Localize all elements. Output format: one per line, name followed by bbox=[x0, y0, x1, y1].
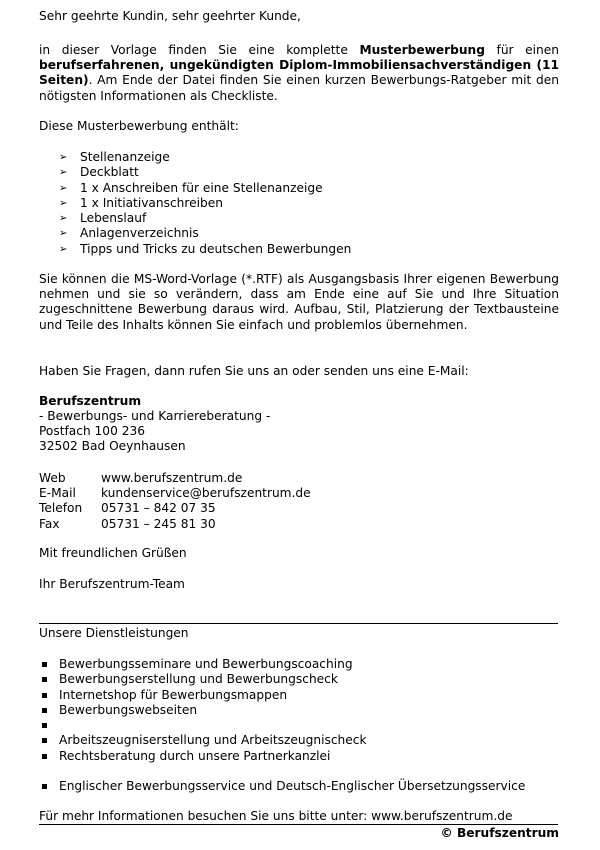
arrow-bullet-icon: ➢ bbox=[59, 167, 68, 179]
company-name: Berufszentrum bbox=[39, 394, 142, 408]
contact-row bbox=[39, 517, 311, 532]
contents-item bbox=[39, 226, 351, 241]
service-item-label: Bewerbungserstellung und Bewerbungscheck bbox=[59, 672, 338, 687]
service-item bbox=[39, 749, 367, 764]
contact-label: Telefon bbox=[39, 501, 83, 516]
contents-item-label: 1 x Anschreiben für eine Stellenanzeige bbox=[80, 180, 323, 195]
square-bullet-icon bbox=[42, 662, 47, 667]
service-item-label: Englischer Bewerbungsservice und Deutsch-Englischer Übersetzungsservice bbox=[59, 779, 526, 793]
contents-item-label: Anlagenverzeichnis bbox=[80, 226, 199, 241]
service-item bbox=[39, 718, 367, 733]
intro-bold-2: berufserfahrenen, ungekündigten Diplom-Immobiliensachverständigen (11 Seiten) bbox=[39, 58, 559, 88]
arrow-bullet-icon: ➢ bbox=[59, 213, 68, 225]
copyright: © Berufszentrum bbox=[440, 826, 559, 840]
service-item-label: Bewerbungsseminare und Bewerbungscoaching bbox=[59, 657, 353, 671]
contents-item-label: Lebenslauf bbox=[80, 211, 147, 226]
contact-block bbox=[39, 471, 311, 532]
square-bullet-icon bbox=[42, 693, 47, 698]
contact-label: Web bbox=[39, 471, 66, 485]
square-bullet-icon bbox=[42, 723, 47, 728]
service-item bbox=[39, 688, 367, 703]
contact-row bbox=[39, 471, 311, 486]
contents-item bbox=[39, 181, 351, 196]
service-item bbox=[39, 733, 367, 748]
company-address bbox=[39, 394, 270, 454]
intro-text-2: für einen bbox=[484, 43, 559, 57]
contents-item bbox=[39, 165, 351, 180]
intro-text-3: . Am Ende der Datei finden Sie einen kurzen Bewerbungs-Ratgeber mit den nötigsten Informationen als Checkliste. bbox=[39, 73, 559, 103]
contact-value: 05731 – 245 81 30 bbox=[101, 516, 216, 531]
questions-line: Haben Sie Fragen, dann rufen Sie uns an oder senden uns eine E-Mail: bbox=[39, 364, 469, 378]
salutation: Sehr geehrte Kundin, sehr geehrter Kunde, bbox=[39, 9, 301, 23]
services-list bbox=[39, 657, 367, 764]
arrow-bullet-icon: ➢ bbox=[59, 228, 68, 240]
divider-line bbox=[39, 623, 558, 624]
contents-heading: Diese Musterbewerbung enthält: bbox=[39, 119, 239, 133]
contents-item bbox=[39, 211, 351, 226]
service-item-label: Rechtsberatung durch unsere Partnerkanzlei bbox=[59, 748, 331, 763]
arrow-bullet-icon: ➢ bbox=[59, 182, 68, 194]
services-heading: Unsere Dienstleistungen bbox=[39, 626, 189, 640]
square-bullet-icon bbox=[42, 754, 47, 759]
contact-row bbox=[39, 501, 311, 516]
service-item bbox=[39, 657, 367, 672]
service-item-label: Arbeitszeugniserstellung und Arbeitszeugnischeck bbox=[59, 733, 367, 748]
contents-item bbox=[39, 196, 351, 211]
contents-item-label: Tipps und Tricks zu deutschen Bewerbungen bbox=[80, 241, 352, 256]
contact-value: kundenservice@berufszentrum.de bbox=[101, 486, 311, 501]
intro-paragraph bbox=[39, 43, 559, 104]
service-item-label: Internetshop für Bewerbungsmappen bbox=[59, 687, 288, 702]
signature: Ihr Berufszentrum-Team bbox=[39, 577, 185, 591]
arrow-bullet-icon: ➢ bbox=[59, 243, 68, 255]
contents-item-label: Deckblatt bbox=[80, 165, 139, 180]
service-item-label: Bewerbungswebseiten bbox=[59, 702, 198, 717]
square-bullet-icon bbox=[42, 677, 47, 682]
footer-divider bbox=[39, 824, 558, 825]
contact-row bbox=[39, 486, 311, 501]
service-item bbox=[39, 703, 367, 718]
contents-item bbox=[39, 150, 351, 165]
contact-label: Fax bbox=[39, 516, 60, 531]
contact-value: www.berufszentrum.de bbox=[101, 471, 243, 485]
square-bullet-icon bbox=[42, 708, 47, 713]
company-tagline: - Bewerbungs- und Karriereberatung - bbox=[39, 409, 271, 423]
company-po-box: Postfach 100 236 bbox=[39, 424, 145, 438]
service-item bbox=[39, 779, 525, 794]
arrow-bullet-icon: ➢ bbox=[59, 197, 68, 209]
contact-label: E-Mail bbox=[39, 486, 76, 501]
company-city: 32502 Bad Oeynhausen bbox=[39, 439, 186, 453]
contents-list bbox=[39, 150, 351, 257]
services-list-2 bbox=[39, 779, 525, 794]
intro-text-1: in dieser Vorlage finden Sie eine komplette bbox=[39, 43, 360, 57]
contact-value: 05731 – 842 07 35 bbox=[101, 501, 216, 516]
contents-item-label: Stellenanzeige bbox=[80, 150, 170, 164]
square-bullet-icon bbox=[42, 738, 47, 743]
closing: Mit freundlichen Grüßen bbox=[39, 546, 187, 560]
intro-bold-1: Musterbewerbung bbox=[359, 43, 485, 57]
arrow-bullet-icon: ➢ bbox=[59, 152, 68, 163]
contents-item-label: 1 x Initiativanschreiben bbox=[80, 195, 223, 210]
square-bullet-icon bbox=[42, 784, 47, 789]
usage-paragraph: Sie können die MS-Word-Vorlage (*.RTF) als Ausgangsbasis Ihrer eigenen Bewerbung nehmen und sie so verändern, dass am Ende eine auf Sie und Ihre Situation zugeschnittene Bewerbung daraus wird. Aufbau, Stil, Platzierung der Textbausteine und Teile des Inhalts können Sie einfach und problemlos übernehmen. bbox=[39, 272, 559, 332]
contents-item bbox=[39, 242, 351, 257]
footer-info: Für mehr Informationen besuchen Sie uns bitte unter: www.berufszentrum.de bbox=[39, 809, 513, 823]
service-item bbox=[39, 672, 367, 687]
